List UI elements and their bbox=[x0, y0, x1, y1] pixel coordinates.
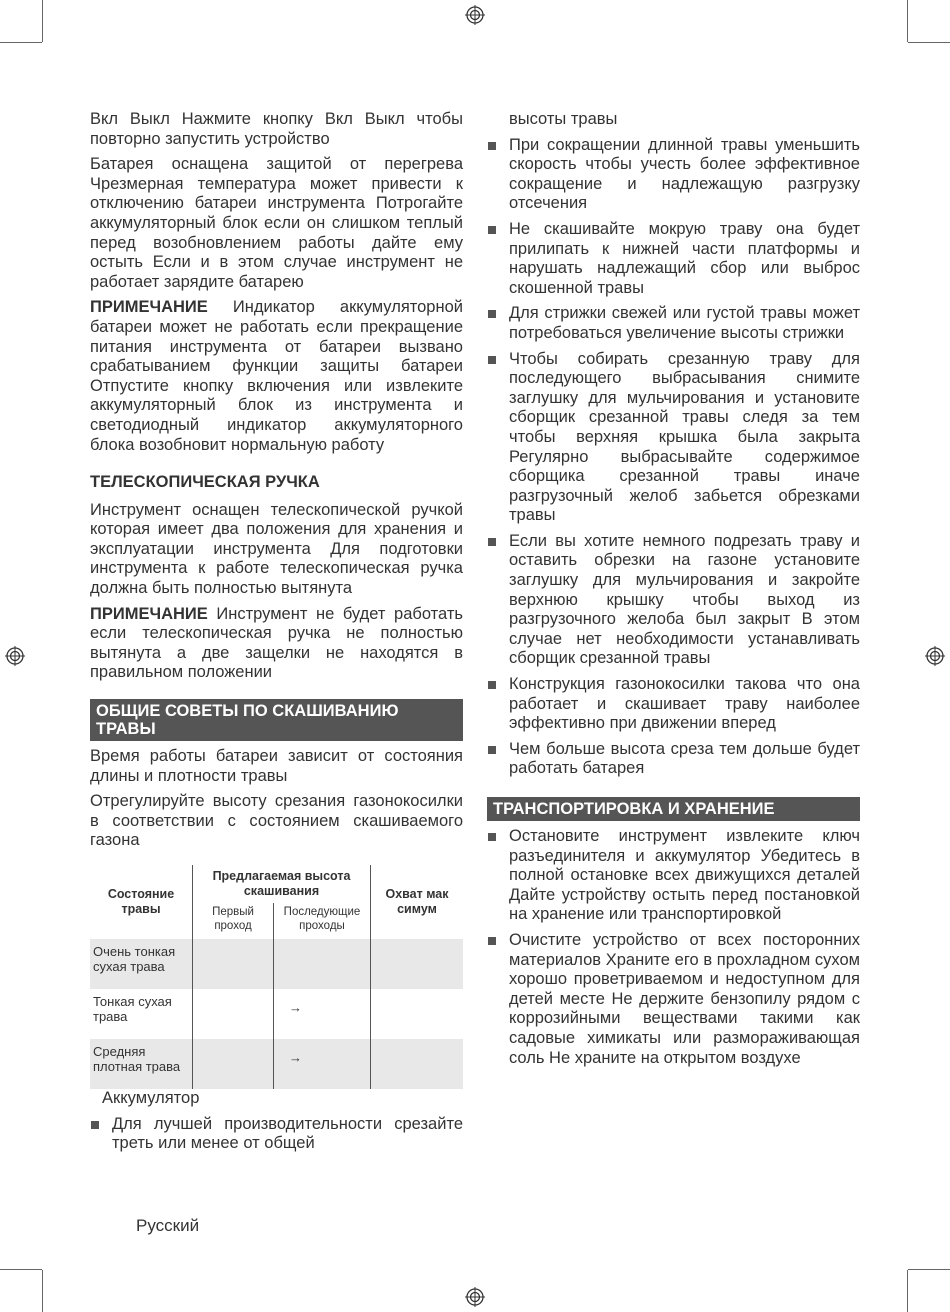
note-text: Инструмент не будет работать если телескопическая ручка не полностью вытянута а две защелки не находятся в правильном положении bbox=[90, 604, 463, 682]
table-cell-condition: Средняя плотная трава bbox=[90, 1039, 193, 1089]
crop-mark bbox=[908, 42, 950, 43]
paragraph-adjust-height: Отрегулируйте высоту срезания газонокосилки в соответствии с состоянием скашиваемого газона bbox=[90, 792, 463, 850]
note-label: ПРИМЕЧАНИЕ bbox=[90, 298, 208, 317]
table-row bbox=[90, 989, 463, 1039]
paragraph-telescopic: Инструмент оснащен телескопической ручкой которая имеет два положения для хранения и эксплуатации инструмента Для подготовки инструмента к работе телескопическая ручка должна быть полностью вытянута bbox=[90, 500, 463, 598]
transport-list bbox=[487, 827, 860, 1068]
crop-mark bbox=[907, 0, 908, 42]
list-item-text: Остановите инструмент извлеките ключ разъединителя и аккумулятор Убедитесь в полной остановке всех движущихся деталей Дайте устройству остыть перед постановкой на хранение или транспортировкой bbox=[509, 827, 860, 924]
bullet-square-icon bbox=[488, 310, 496, 318]
list-item-text: При сокращении длинной травы уменьшить скорость чтобы учесть более эффективное сокращение и надлежащую разгрузку отсечения bbox=[509, 135, 860, 213]
bullet-square-icon bbox=[488, 746, 496, 754]
table-cell-next bbox=[274, 939, 371, 989]
table-cell-next: → bbox=[289, 1000, 302, 1015]
paragraph-battery-time: Время работы батареи зависит от состояния длины и плотности травы bbox=[90, 747, 463, 785]
list-item bbox=[487, 136, 860, 214]
list-item-text: Не скашивайте мокрую траву она будет прилипать к нижней части платформы и нарушать надлежащий сбор или выброс скошенной травы bbox=[509, 219, 860, 297]
left-column bbox=[90, 110, 463, 1160]
bullet-square-icon bbox=[488, 681, 496, 689]
table-cell-width bbox=[371, 1039, 464, 1089]
continued-text: высоты травы bbox=[509, 110, 618, 128]
banner-transport-storage: ТРАНСПОРТИРОВКА И ХРАНЕНИЕ bbox=[487, 797, 860, 821]
registration-mark-icon bbox=[925, 646, 945, 666]
heading-telescopic-handle: ТЕЛЕСКОПИЧЕСКАЯ РУЧКА bbox=[90, 473, 320, 492]
bullet-list bbox=[90, 1115, 463, 1154]
list-item bbox=[487, 827, 860, 925]
list-item bbox=[487, 220, 860, 298]
note-text: Индикатор аккумуляторной батареи может не работать если прекращение питания инструмента от батареи вызвано срабатыванием функции защиты батареи Отпустите кнопку включения или извлеките аккумуляторный блок из инструмента и светодиодный индикатор аккумуляторного блока возобновит нормальную работу bbox=[90, 298, 463, 454]
paragraph-overheat: Батарея оснащена защитой от перегрева Чрезмерная температура может привести к отключению батареи инструмента Потрогайте аккумуляторный блок если он слишком теплый перед возобновлением работы дайте ему остыть Если и в этом случае инструмент не работает зарядите батарею bbox=[90, 155, 463, 291]
note-telescopic bbox=[90, 605, 463, 683]
table-cell-width bbox=[371, 989, 464, 1039]
table-header-height: Предлагаемая высота скашивания bbox=[193, 865, 371, 903]
crop-mark bbox=[42, 0, 43, 42]
table-cell-next: → bbox=[289, 1050, 302, 1065]
right-column bbox=[487, 110, 860, 1074]
table-cell-first bbox=[193, 989, 274, 1039]
table-cell-width bbox=[371, 939, 464, 989]
list-item bbox=[90, 1115, 463, 1154]
list-item-text: Конструкция газонокосилки такова что она работает и скашивает траву наиболее эффективно при движении вперед bbox=[509, 675, 860, 733]
registration-mark-icon bbox=[465, 1287, 485, 1307]
bullet-square-icon bbox=[488, 142, 496, 150]
table-header-condition: Состояние травы bbox=[107, 887, 175, 916]
list-item bbox=[487, 304, 860, 343]
table-header-first-pass: Первый проход bbox=[193, 903, 274, 939]
banner-general-mowing-tips: ОБЩИЕ СОВЕТЫ ПО СКАШИВАНИЮ ТРАВЫ bbox=[90, 699, 463, 741]
table-row bbox=[90, 939, 463, 989]
bullet-square-icon bbox=[488, 937, 496, 945]
list-item-text: Для лучшей производительности срезайте треть или менее от общей bbox=[112, 1114, 463, 1153]
crop-mark bbox=[0, 1269, 42, 1270]
list-item bbox=[487, 740, 860, 779]
table-cell-condition: Тонкая сухая трава bbox=[93, 994, 172, 1024]
crop-mark bbox=[0, 42, 42, 43]
list-item-text: Чтобы собирать срезанную траву для последующего выбрасывания снимите заглушку для мульчирования и установите сборщик срезанной травы следя за тем чтобы верхняя крышка была закрыта Регулярно выбрасывайте содержимое сборщика срезанной травы иначе разгрузочный желоб забьется обрезками травы bbox=[509, 349, 860, 525]
table-header-next-passes: Последующие проходы bbox=[274, 903, 371, 939]
table-header-width: Охват мак симум bbox=[371, 865, 464, 939]
crop-mark bbox=[907, 1270, 908, 1312]
list-item-text: Если вы хотите немного подрезать траву и оставить обрезки на газоне установите заглушку для мульчирования и закройте верхнюю крышку чтобы выход из разгрузочного желоба был закрыт В этом случае нет необходимости устанавливать сборщик срезанной травы bbox=[509, 531, 860, 668]
table-cell-first bbox=[193, 1039, 274, 1089]
table-cell-condition: Очень тонкая сухая трава bbox=[90, 939, 193, 989]
list-item bbox=[487, 931, 860, 1068]
page-language-footer: Русский bbox=[136, 1216, 200, 1235]
battery-label: Аккумулятор bbox=[102, 1089, 200, 1107]
bullet-square-icon bbox=[488, 356, 496, 364]
crop-mark bbox=[42, 1270, 43, 1312]
bullet-square-icon bbox=[91, 1121, 99, 1129]
mowing-tips-list bbox=[487, 136, 860, 779]
list-item bbox=[487, 675, 860, 734]
list-item-text: Чем больше высота среза тем дольше будет работать батарея bbox=[509, 739, 860, 778]
list-item bbox=[487, 350, 860, 526]
table-cell-first bbox=[193, 939, 274, 989]
bullet-square-icon bbox=[488, 538, 496, 546]
list-item-text: Для стрижки свежей или густой травы может потребоваться увеличение высоты стрижки bbox=[509, 304, 860, 342]
bullet-square-icon bbox=[488, 226, 496, 234]
bullet-square-icon bbox=[488, 833, 496, 841]
registration-mark-icon bbox=[5, 646, 25, 666]
list-item-text: Очистите устройство от всех посторонних материалов Храните его в прохладном сухом хорошо проветриваемом и недоступном для детей месте Не держите бензопилу рядом с коррозийными веществами такими как садовые химикаты или размораживающая соль Не храните на открытом воздухе bbox=[509, 930, 860, 1067]
note-label: ПРИМЕЧАНИЕ bbox=[90, 604, 208, 623]
table-row bbox=[90, 1039, 463, 1089]
cutting-height-table bbox=[90, 865, 463, 1089]
crop-mark bbox=[908, 1269, 950, 1270]
note-indicator bbox=[90, 298, 463, 455]
paragraph-on-off: Вкл Выкл Нажмите кнопку Вкл Выкл чтобы повторно запустить устройство bbox=[90, 110, 463, 148]
registration-mark-icon bbox=[465, 5, 485, 25]
list-item bbox=[487, 532, 860, 669]
